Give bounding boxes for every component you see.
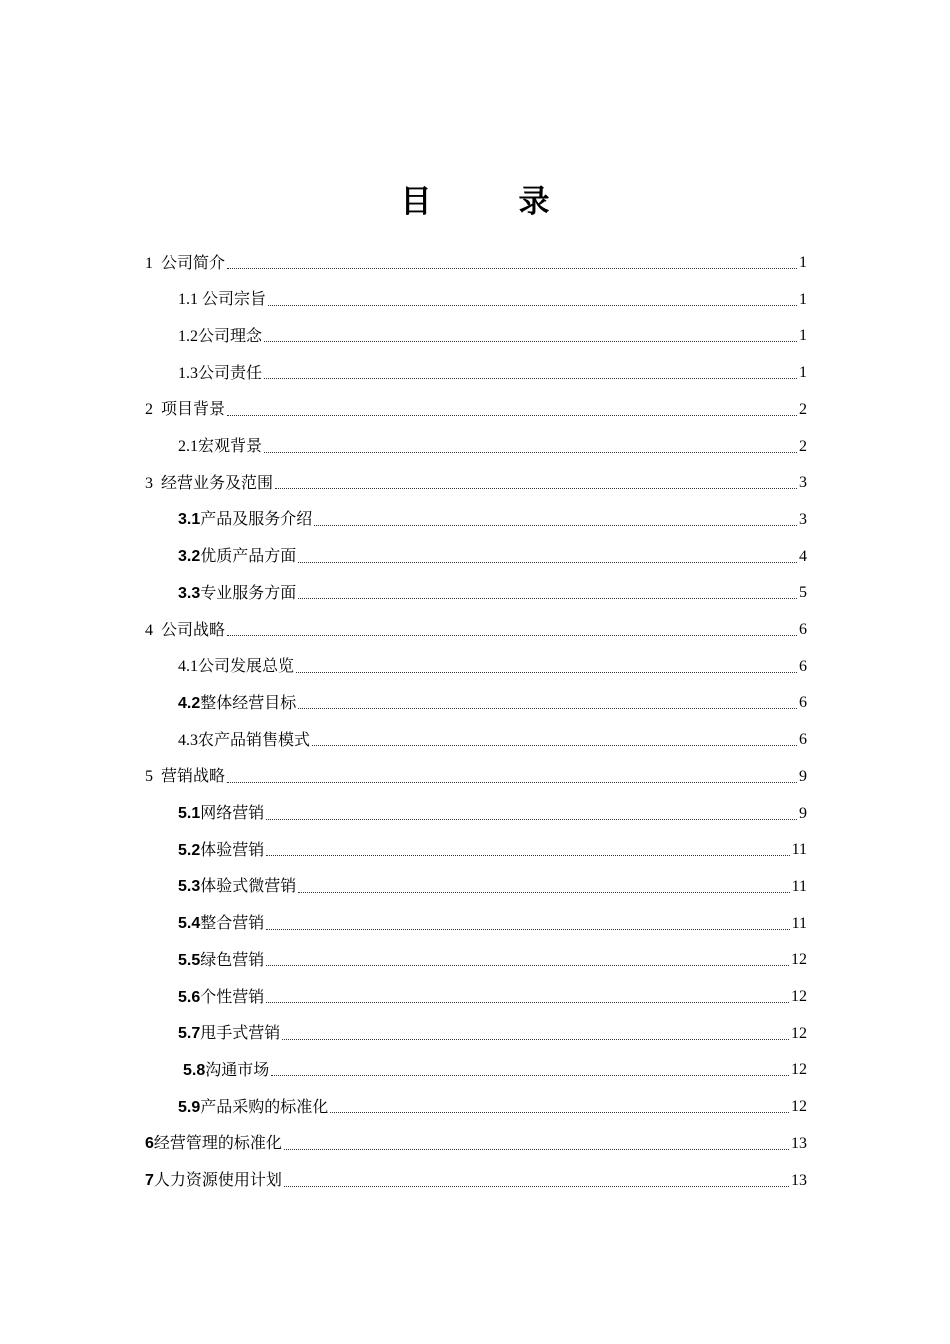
toc-dot-leader (298, 562, 797, 563)
toc-page-number: 12 (791, 988, 807, 1005)
toc-dot-leader (298, 708, 797, 709)
toc-entry-number: 5.7 (178, 1025, 201, 1043)
toc-entry-number: 3.2 (178, 548, 201, 566)
toc-entry-label (145, 620, 225, 641)
toc-entry-number: 5.3 (178, 878, 201, 896)
toc-page-number: 11 (791, 914, 807, 932)
toc-entry-number: 3.3 (178, 584, 201, 602)
toc-entry-number: 1.2 (178, 327, 198, 345)
toc-entry-text: 绿色营销 (200, 949, 265, 969)
toc-dot-leader (282, 1039, 789, 1040)
toc-entry[interactable] (145, 1126, 807, 1162)
toc-entry-number: 5.4 (178, 915, 201, 933)
toc-entry[interactable] (145, 1163, 807, 1199)
toc-page-number: 3 (799, 474, 807, 492)
toc-entry[interactable] (178, 539, 807, 575)
toc-entry-number: 2 (145, 401, 157, 419)
toc-entry-text: 网络营销 (200, 803, 265, 822)
toc-entry[interactable] (178, 796, 807, 832)
toc-entry-number: 4.2 (178, 694, 201, 712)
toc-entry-label (183, 1060, 269, 1081)
toc-entry-text: 产品及服务介绍 (200, 509, 313, 529)
toc-dot-leader (266, 819, 797, 820)
toc-entry[interactable] (178, 942, 807, 978)
toc-dot-leader (275, 488, 797, 489)
toc-entry-label (178, 1023, 280, 1044)
toc-page-number: 9 (799, 767, 807, 785)
toc-entry-label (178, 509, 312, 530)
toc-entry-label (178, 546, 296, 567)
toc-dot-leader (330, 1112, 789, 1113)
toc-entry-label (178, 363, 262, 384)
toc-entry-text: 宏观背景 (198, 436, 263, 455)
toc-dot-leader (268, 305, 797, 306)
toc-title: 目 录 (400, 184, 578, 220)
toc-page-number: 11 (791, 877, 807, 895)
toc-entry-number: 7 (145, 1172, 154, 1189)
toc-entry-number: 5.6 (178, 988, 201, 1006)
toc-dot-leader (266, 965, 789, 966)
toc-dot-leader (264, 452, 797, 453)
toc-dot-leader (227, 635, 797, 636)
toc-page-number: 3 (799, 510, 807, 528)
toc-entry-text: 公司简介 (161, 252, 226, 272)
toc-page-number: 9 (799, 804, 807, 822)
toc-entry-label (145, 1133, 282, 1154)
toc-entry-label (178, 840, 264, 861)
toc-entry-label (145, 1170, 282, 1191)
toc-entry-number: 2.1 (178, 438, 198, 455)
toc-dot-leader (227, 268, 797, 269)
toc-dot-leader (298, 598, 797, 599)
toc-dot-leader (296, 672, 797, 673)
toc-page-number: 12 (791, 951, 807, 969)
toc-entry-number: 4 (145, 621, 157, 639)
toc-entry[interactable] (178, 979, 807, 1015)
toc-dot-leader (227, 415, 797, 416)
toc-dot-leader (266, 855, 789, 856)
toc-page-number: 6 (799, 694, 807, 712)
toc-entry-label (178, 693, 296, 714)
toc-entry[interactable] (145, 245, 807, 281)
toc-page-number: 11 (791, 841, 807, 859)
toc-dot-leader (314, 525, 797, 526)
toc-entry-label (178, 656, 294, 677)
toc-dot-leader (284, 1186, 789, 1187)
toc-entry-number: 5.1 (178, 805, 201, 822)
toc-entry-label (178, 950, 264, 971)
toc-entry-label (178, 1097, 328, 1118)
toc-entry-text: 公司战略 (161, 619, 226, 639)
toc-entry[interactable] (178, 355, 807, 391)
toc-entry-number: 5.8 (183, 1061, 206, 1079)
toc-dot-leader (284, 1149, 789, 1150)
toc-entry-label (145, 766, 225, 787)
toc-entry-number: 5.9 (178, 1098, 201, 1116)
toc-page-number: 1 (799, 364, 807, 382)
toc-dot-leader (264, 378, 797, 379)
toc-entry-text: 营销战略 (161, 766, 226, 786)
toc-entry[interactable] (178, 869, 807, 905)
toc-entry-text: 体验营销 (200, 839, 265, 859)
toc-entry[interactable] (178, 649, 807, 685)
toc-entry-number: 6 (145, 1135, 154, 1153)
toc-entry-text: 整体经营目标 (200, 692, 297, 712)
toc-page-number: 4 (799, 547, 807, 565)
toc-entry-text: 个性营销 (200, 986, 265, 1006)
toc-page-number: 1 (799, 254, 807, 271)
toc-entry-label (178, 987, 264, 1008)
toc-page-number: 13 (791, 1134, 807, 1152)
toc-page-number: 1 (799, 327, 807, 345)
toc-entry[interactable] (178, 1089, 807, 1125)
toc-page-number: 2 (799, 400, 807, 418)
toc-entry[interactable] (183, 1052, 807, 1088)
toc-dot-leader (266, 1002, 789, 1003)
toc-page-number: 12 (791, 1061, 807, 1079)
toc-entry-text: 沟通市场 (205, 1059, 270, 1079)
toc-entry-text: 体验式微营销 (200, 876, 297, 896)
toc-entry-text: 农产品销售模式 (198, 729, 311, 749)
toc-entry-text: 公司责任 (198, 362, 263, 382)
toc-dot-leader (227, 782, 797, 783)
toc-entry-number: 1 (145, 254, 157, 272)
toc-dot-leader (264, 341, 797, 342)
toc-entry[interactable] (178, 722, 807, 758)
toc-entry-text: 经营管理的标准化 (153, 1133, 282, 1153)
toc-entry-text: 公司宗旨 (202, 289, 267, 309)
toc-page-number: 5 (799, 584, 807, 602)
toc-entry-text: 经营业务及范围 (161, 472, 274, 492)
toc-entry-label (178, 583, 296, 604)
toc-entry-number: 5.2 (178, 841, 201, 859)
toc-entry-label (178, 326, 262, 347)
toc-entry[interactable] (145, 392, 807, 428)
toc-entry-number: 3 (145, 474, 157, 492)
toc-entry-label (178, 913, 264, 934)
toc-entry-label (178, 730, 310, 751)
toc-entry-label (178, 436, 262, 457)
toc-page-number: 6 (799, 657, 807, 675)
toc-entry-number: 4.3 (178, 731, 198, 749)
toc-entry[interactable] (145, 465, 807, 501)
toc-entry-label (178, 803, 264, 824)
toc-page-number: 12 (791, 1024, 807, 1042)
toc-entry-number: 4.1 (178, 658, 198, 676)
toc-entry-number: 1.3 (178, 364, 198, 382)
toc-page-number: 6 (799, 621, 807, 638)
toc-page-number: 1 (799, 290, 807, 308)
toc-entry[interactable] (178, 318, 807, 354)
toc-entry-label (178, 289, 266, 310)
toc-dot-leader (298, 892, 789, 893)
toc-entry-label (145, 253, 225, 274)
toc-entry-text: 优质产品方面 (200, 546, 297, 566)
toc-entry-text: 产品采购的标准化 (200, 1096, 329, 1116)
toc-entry[interactable] (178, 429, 807, 465)
toc-entry-number: 3.1 (178, 511, 201, 529)
toc-entry[interactable] (178, 502, 807, 538)
toc-page-number: 6 (799, 731, 807, 749)
toc-entry[interactable] (178, 685, 807, 721)
toc-entry-text: 甩手式营销 (200, 1023, 281, 1043)
toc-entry-label (178, 876, 296, 897)
toc-entry-label (145, 399, 225, 420)
toc-entry-number: 5 (145, 768, 157, 786)
toc-entry-text: 人力资源使用计划 (153, 1170, 282, 1189)
toc-entry-text: 公司发展总览 (198, 656, 295, 676)
toc-page-number: 13 (791, 1171, 807, 1189)
toc-dot-leader (266, 929, 789, 930)
toc-entry-text: 整合营销 (200, 913, 265, 933)
toc-entry-text: 专业服务方面 (200, 582, 297, 602)
toc-entry[interactable] (178, 575, 807, 611)
toc-entry-label (145, 473, 273, 494)
toc-dot-leader (312, 745, 797, 746)
toc-page-number: 2 (799, 437, 807, 455)
toc-entry-number: 1.1 (178, 291, 202, 309)
toc-entry[interactable] (178, 832, 807, 868)
toc-entry[interactable] (178, 282, 807, 318)
toc-dot-leader (271, 1075, 789, 1076)
toc-entry-text: 公司理念 (198, 325, 263, 345)
toc-entry[interactable] (178, 1016, 807, 1052)
toc-entry[interactable] (178, 906, 807, 942)
toc-entry-number: 5.5 (178, 951, 201, 969)
toc-entry[interactable] (145, 759, 807, 795)
toc-entry-text: 项目背景 (161, 399, 226, 419)
toc-entry[interactable] (145, 612, 807, 648)
toc-page-number: 12 (791, 1098, 807, 1116)
